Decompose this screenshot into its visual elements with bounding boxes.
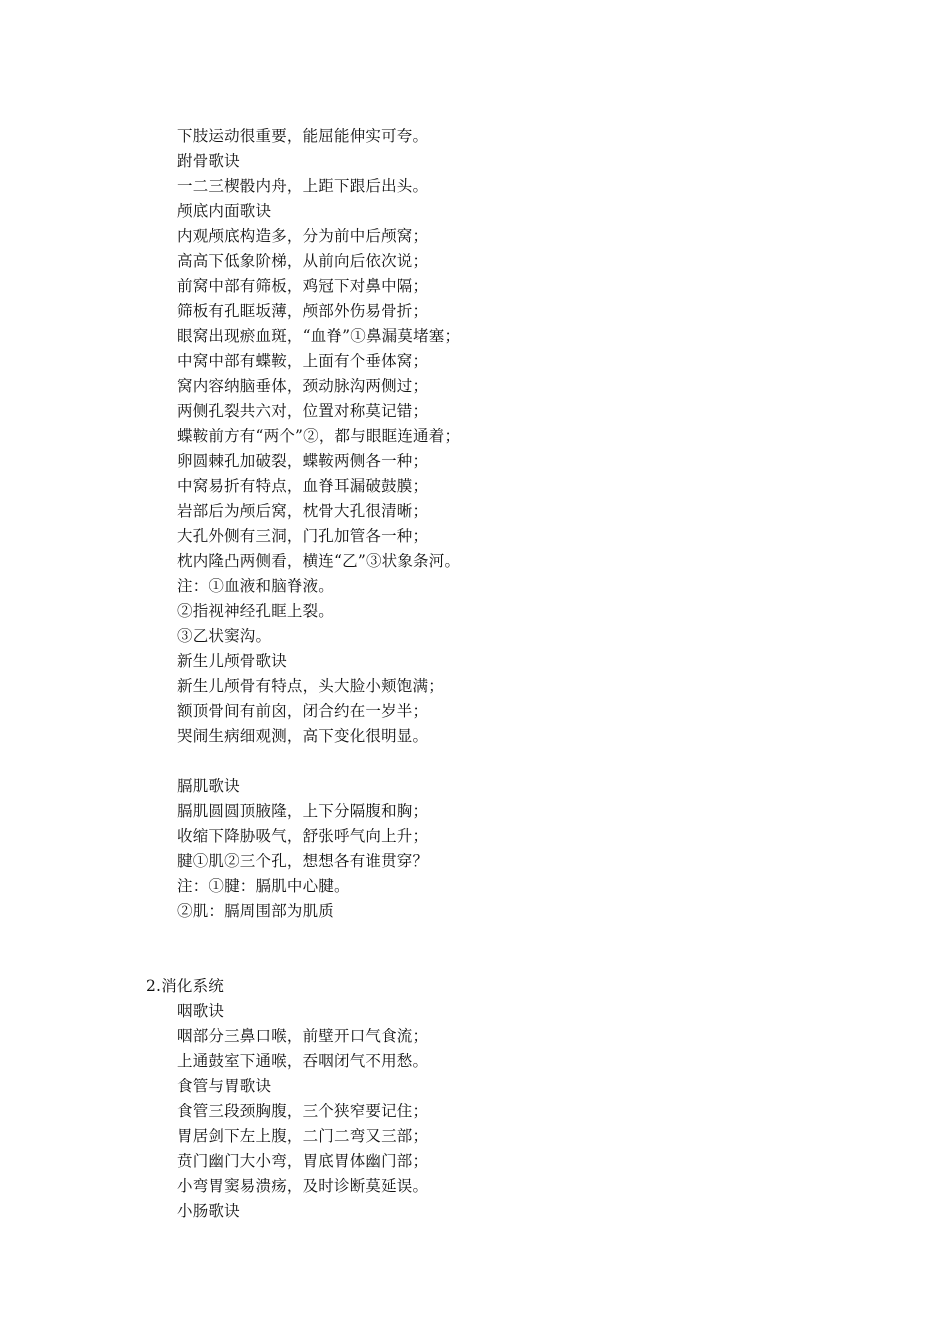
- note-line: ②肌：膈周围部为肌质: [177, 902, 335, 920]
- text-line: 筛板有孔眶坂薄，颅部外伤易骨折；: [177, 302, 429, 320]
- text-line: 大孔外侧有三洞，门孔加管各一种；: [177, 527, 429, 545]
- text-line: 食管三段颈胸腹，三个狭窄要记住；: [177, 1102, 429, 1120]
- heading-tarsal-mnemonic: 跗骨歌诀: [177, 152, 240, 170]
- text-line: 哭闹生病细观测，高下变化很明显。: [177, 727, 429, 745]
- text-line: 小弯胃窦易溃疡，及时诊断莫延误。: [177, 1177, 429, 1195]
- text-line: 窝内容纳脑垂体，颈动脉沟两侧过；: [177, 377, 429, 395]
- text-line: 额顶骨间有前囟，闭合约在一岁半；: [177, 702, 429, 720]
- text-line: 新生儿颅骨有特点，头大脸小颊饱满；: [177, 677, 444, 695]
- text-line: 收缩下降胁吸气，舒张呼气向上升；: [177, 827, 429, 845]
- text-line: 下肢运动很重要，能屈能伸实可夸。: [177, 127, 429, 145]
- text-line: 贲门幽门大小弯，胃底胃体幽门部；: [177, 1152, 429, 1170]
- note-line: 注：①腱：膈肌中心腱。: [177, 877, 350, 895]
- heading-newborn-skull-mnemonic: 新生儿颅骨歌诀: [177, 652, 287, 670]
- text-line: 膈肌圆圆顶腋隆，上下分隔腹和胸；: [177, 802, 429, 820]
- text-line: 枕内隆凸两侧看，横连“乙”③状象条河。: [177, 552, 461, 570]
- text-line: 胃居剑下左上腹，二门二弯又三部；: [177, 1127, 429, 1145]
- text-line: 岩部后为颅后窝，枕骨大孔很清晰；: [177, 502, 429, 520]
- text-line: 一二三楔骰内舟，上距下跟后出头。: [177, 177, 429, 195]
- text-line: 中窝易折有特点，血脊耳漏破鼓膜；: [177, 477, 429, 495]
- note-line: 注：①血液和脑脊液。: [177, 577, 335, 595]
- text-line: 眼窝出现瘀血斑，“血脊”①鼻漏莫堵塞；: [177, 327, 461, 345]
- note-line: ③乙状窦沟。: [177, 627, 272, 645]
- text-line: 卵圆棘孔加破裂，蝶鞍两侧各一种；: [177, 452, 429, 470]
- note-line: ②指视神经孔眶上裂。: [177, 602, 335, 620]
- text-line: 咽部分三鼻口喉，前壁开口气食流；: [177, 1027, 429, 1045]
- text-line: 前窝中部有筛板，鸡冠下对鼻中隔；: [177, 277, 429, 295]
- heading-skull-base-mnemonic: 颅底内面歌诀: [177, 202, 272, 220]
- section-heading-digestive-system: 2.消化系统: [146, 977, 224, 995]
- text-line: 蝶鞍前方有“两个”②，都与眼眶连通着；: [177, 427, 461, 445]
- text-line: 腱①肌②三个孔，想想各有谁贯穿？: [177, 852, 429, 870]
- text-line: 两侧孔裂共六对，位置对称莫记错；: [177, 402, 429, 420]
- heading-diaphragm-mnemonic: 膈肌歌诀: [177, 777, 240, 795]
- text-line: 中窝中部有蝶鞍，上面有个垂体窝；: [177, 352, 429, 370]
- heading-small-intestine-mnemonic: 小肠歌诀: [177, 1202, 240, 1220]
- text-line: 内观颅底构造多，分为前中后颅窝；: [177, 227, 429, 245]
- text-line: 高高下低象阶梯，从前向后依次说；: [177, 252, 429, 270]
- heading-pharynx-mnemonic: 咽歌诀: [177, 1002, 225, 1020]
- heading-esophagus-stomach-mnemonic: 食管与胃歌诀: [177, 1077, 272, 1095]
- text-line: 上通鼓室下通喉，吞咽闭气不用愁。: [177, 1052, 429, 1070]
